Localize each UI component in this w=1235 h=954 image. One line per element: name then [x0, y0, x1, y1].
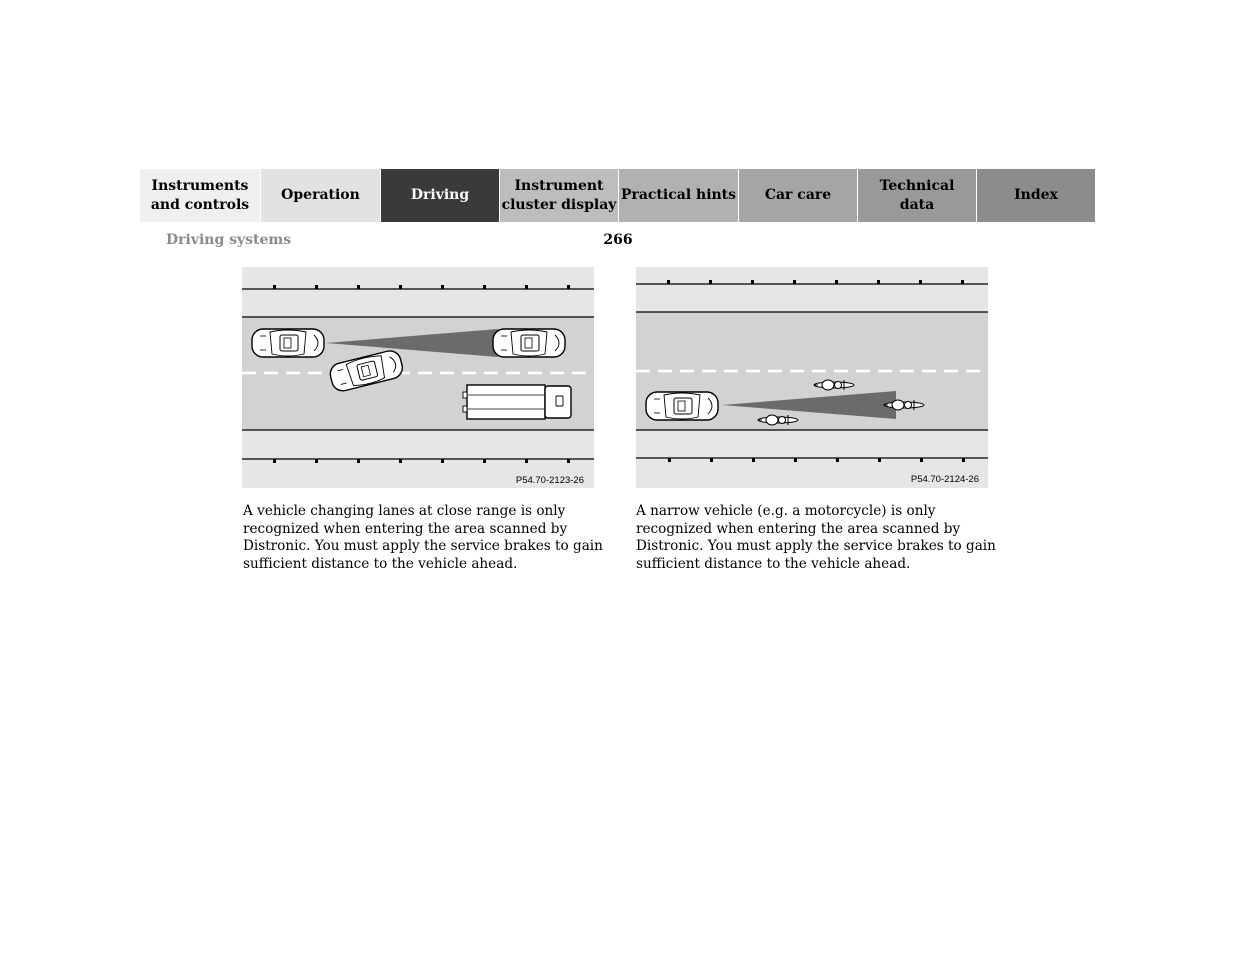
narrow-vehicle-illustration [636, 267, 988, 488]
tab-technical-data[interactable]: Technical data [857, 169, 976, 222]
tab-practical-hints[interactable]: Practical hints [618, 169, 738, 222]
figure-code: P54.70-2124-26 [910, 474, 979, 485]
truck-shape [463, 385, 571, 419]
figure-code: P54.70-2123-26 [515, 475, 584, 486]
caption-lane-change: A vehicle changing lanes at close range is only recognized when entering the area scanned by Distronic. You must apply the service brakes to gain sufficient distance to the vehicle ahead. [243, 503, 603, 572]
tab-driving[interactable]: Driving [380, 169, 499, 222]
tab-index[interactable]: Index [976, 169, 1095, 222]
figure-narrow-vehicle [636, 267, 988, 488]
tab-instruments-and-controls[interactable]: Instruments and controls [140, 169, 260, 222]
tab-operation[interactable]: Operation [260, 169, 380, 222]
caption-narrow-vehicle: A narrow vehicle (e.g. a motorcycle) is only recognized when entering the area scanned by Distronic. You must apply the service brakes to gain sufficient distance to the vehicle ahead. [636, 503, 996, 572]
lane-change-illustration [242, 267, 594, 488]
figure-lane-change [242, 267, 594, 488]
tab-instrument-cluster-display[interactable]: Instrument cluster display [499, 169, 618, 222]
section-title: Driving systems [166, 232, 292, 248]
page-number: 266 [603, 232, 633, 248]
tab-car-care[interactable]: Car care [738, 169, 857, 222]
chapter-tabs [140, 169, 1095, 222]
